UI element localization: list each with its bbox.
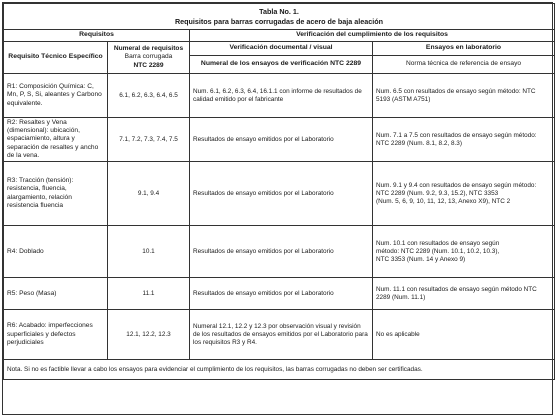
row-requisito: R5: Peso (Masa) <box>4 278 108 310</box>
row-verif-documental: Resultados de ensayo emitidos por el Laboratorio <box>190 278 373 310</box>
table-row <box>4 118 555 162</box>
header-verif-documental: Verificación documental / visual <box>190 42 373 56</box>
table-row <box>4 74 555 118</box>
row-numeral: 10.1 <box>108 226 190 278</box>
row-verif-documental: Resultados de ensayo emitidos por el Laboratorio <box>190 118 373 162</box>
row-verif-documental: Num. 6.1, 6.2, 6.3, 6.4, 16.1.1 con informe de resultados de calidad emitido por el fabricante <box>190 74 373 118</box>
row-ensayos-line: (Num. 5, 6, 9, 10, 11, 12, 13, Anexo X9), NTC 2 <box>376 197 511 205</box>
header-ensayos-lab: Ensayos en laboratorio <box>373 42 555 56</box>
header-numeral-line3: NTC 2289 <box>133 61 164 69</box>
row-numeral: 6.1, 6.2, 6.3, 6.4, 6.5 <box>108 74 190 118</box>
table-row <box>4 162 555 226</box>
row-numeral: 12.1, 12.2, 12.3 <box>108 310 190 360</box>
row-ensayos-line: NTC 3353 (Num. 14 y Anexo 9) <box>376 255 466 263</box>
table-note: Nota. Si no es factible llevar a cabo los ensayos para evidenciar el cumplimiento de los requisitos, las barras corrugadas no deben ser certificadas. <box>4 360 555 380</box>
header-norma-tecnica: Norma técnica de referencia de ensayo <box>373 56 555 74</box>
header-numeral-line2: Barra corrugada <box>124 53 173 61</box>
table-title-cell <box>4 4 555 30</box>
header-verificacion: Verificación del cumplimiento de los requisitos <box>190 30 555 42</box>
row-ensayos-line: Num. 9.1 y 9.4 con resultados de ensayo según método: <box>376 181 537 189</box>
row-numeral: 7.1, 7.2, 7.3, 7.4, 7.5 <box>108 118 190 162</box>
row-ensayos-lab: No es aplicable <box>373 310 555 360</box>
row-requisito: R4: Doblado <box>4 226 108 278</box>
document-page <box>2 2 553 415</box>
row-verif-documental: Resultados de ensayo emitidos por el Laboratorio <box>190 162 373 226</box>
table-row <box>4 226 555 278</box>
row-ensayos-lab: Num. 7.1 a 7.5 con resultados de ensayo según método: NTC 2289 (Num. 8.1, 8.2, 8.3) <box>373 118 555 162</box>
row-ensayos-line: Num. 10.1 con resultados de ensayo según <box>376 239 500 247</box>
row-verif-documental: Resultados de ensayo emitidos por el Laboratorio <box>190 226 373 278</box>
row-requisito: R2: Resaltes y Vena (dimensional): ubicación, espaciamiento, altura y separación de resaltes y ancho de la vena. <box>4 118 108 162</box>
table-title: Requisitos para barras corrugadas de acero de baja aleación <box>174 16 384 26</box>
row-ensayos-line: método: NTC 2289 (Num. 10.1, 10.2, 10.3), <box>376 247 500 255</box>
table-number: Tabla No. 1. <box>259 6 299 16</box>
row-numeral: 9.1, 9.4 <box>108 162 190 226</box>
row-requisito: R6: Acabado: imperfecciones superficiales y defectos perjudiciales <box>4 310 108 360</box>
row-requisito: R3: Tracción (tensión): resistencia, fluencia, alargamiento, relación resistencia fluencia <box>4 162 108 226</box>
row-verif-documental: Numeral 12.1, 12.2 y 12.3 por observación visual y revisión de los resultados de ensayos emitidos por el Laboratorio para los requisitos R3 y R4. <box>190 310 373 360</box>
header-numeral-line1: Numeral de requisitos <box>113 45 184 53</box>
row-ensayos-lab <box>373 162 555 226</box>
header-requisitos: Requisitos <box>4 30 190 42</box>
header-requisito-tecnico: Requisito Técnico Específico <box>4 42 108 74</box>
row-ensayos-lab <box>373 226 555 278</box>
table-row <box>4 310 555 360</box>
row-requisito: R1: Composición Química: C, Mn, P, S, Si, aleantes y Carbono equivalente. <box>4 74 108 118</box>
row-ensayos-line: NTC 2289 (Num. 9.2, 9.3, 15.2), NTC 3353 <box>376 189 499 197</box>
table-row <box>4 278 555 310</box>
requirements-table <box>3 3 555 380</box>
header-numeral-ensayos: Numeral de los ensayos de verificación NTC 2289 <box>190 56 373 74</box>
row-ensayos-lab: Num. 11.1 con resultados de ensayo según método NTC 2289 (Num. 11.1) <box>373 278 555 310</box>
row-ensayos-lab: Num. 6.5 con resultados de ensayo según método: NTC 5193 (ASTM A751) <box>373 74 555 118</box>
header-numeral-requisitos <box>108 42 190 74</box>
row-numeral: 11.1 <box>108 278 190 310</box>
